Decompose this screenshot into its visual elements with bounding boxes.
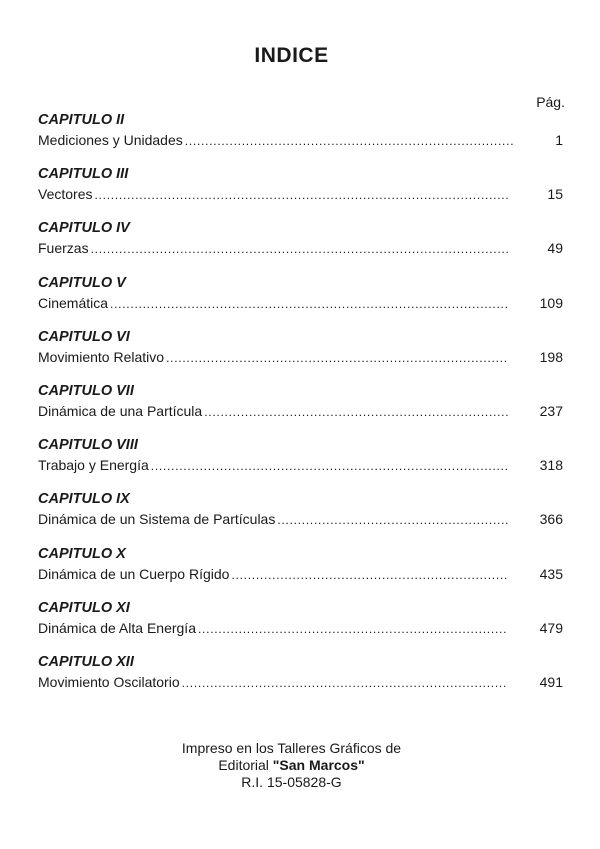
page-title: INDICE — [254, 44, 329, 67]
page-number: 237 — [539, 403, 563, 419]
footer-line-1: Impreso en los Talleres Gráficos de — [181, 740, 402, 756]
chapter-title: Cinemática — [38, 295, 109, 311]
chapter-heading: CAPITULO V — [38, 275, 126, 291]
chapter-title: Movimiento Relativo — [38, 349, 165, 365]
chapter-title: Dinámica de Alta Energía — [38, 620, 196, 636]
index-entry — [38, 599, 563, 637]
index-entry — [38, 328, 563, 366]
page-number: 49 — [547, 240, 563, 256]
chapter-title: Dinámica de un Sistema de Partículas — [38, 511, 276, 527]
chapter-row — [38, 185, 563, 203]
dot-leader — [275, 510, 509, 529]
page-number: 1 — [555, 132, 563, 148]
dot-leader — [164, 348, 510, 367]
footer-line-2-prefix: Editorial — [218, 757, 273, 773]
chapter-row — [38, 619, 563, 637]
chapter-row — [38, 510, 563, 528]
chapter-heading: CAPITULO VII — [38, 383, 134, 399]
chapter-title: Trabajo y Energía — [38, 457, 149, 473]
page-column-header: Pág. — [536, 94, 565, 110]
index-entry — [38, 653, 563, 691]
chapter-heading: CAPITULO VI — [38, 329, 130, 345]
footer-line-2 — [0, 757, 583, 774]
chapter-heading: CAPITULO X — [38, 546, 126, 562]
page-number: 109 — [539, 295, 563, 311]
dot-leader — [89, 239, 511, 258]
chapter-title: Movimiento Oscilatorio — [38, 674, 180, 690]
publisher-name: "San Marcos" — [272, 757, 365, 773]
chapter-heading: CAPITULO IV — [38, 220, 130, 236]
printer-footer — [0, 740, 583, 791]
page-number: 318 — [539, 457, 563, 473]
index-entry — [38, 165, 563, 203]
index-entry — [38, 436, 563, 474]
chapter-heading: CAPITULO II — [38, 112, 125, 128]
chapter-heading: CAPITULO IX — [38, 491, 130, 507]
dot-leader — [196, 619, 510, 638]
dot-leader — [229, 565, 509, 584]
chapter-row — [38, 239, 563, 257]
page-number: 491 — [539, 674, 563, 690]
footer-line-3: R.I. 15-05828-G — [241, 774, 342, 790]
chapter-title: Dinámica de una Partícula — [38, 403, 203, 419]
chapter-row — [38, 456, 563, 474]
index-entry — [38, 382, 563, 420]
chapter-title: Vectores — [38, 186, 93, 202]
page-number: 15 — [547, 186, 563, 202]
dot-leader — [180, 673, 510, 692]
index-entry — [38, 111, 563, 149]
chapter-row — [38, 402, 563, 420]
chapter-row — [38, 131, 563, 149]
dot-leader — [108, 294, 510, 313]
chapter-row — [38, 565, 563, 583]
chapter-row — [38, 348, 563, 366]
chapter-row — [38, 673, 563, 691]
index-entry — [38, 545, 563, 583]
chapter-title: Dinámica de un Cuerpo Rígido — [38, 566, 230, 582]
index-entry — [38, 274, 563, 312]
chapter-title: Fuerzas — [38, 240, 89, 256]
dot-leader — [92, 185, 510, 204]
dot-leader — [183, 131, 516, 150]
dot-leader — [202, 402, 509, 421]
page-number: 435 — [539, 566, 563, 582]
chapter-heading: CAPITULO XI — [38, 600, 130, 616]
index-entry — [38, 490, 563, 528]
index-entry — [38, 219, 563, 257]
chapter-heading: CAPITULO VIII — [38, 437, 138, 453]
chapter-title: Mediciones y Unidades — [38, 132, 183, 148]
dot-leader — [149, 456, 510, 475]
page-number: 198 — [539, 349, 563, 365]
page-number: 366 — [539, 511, 563, 527]
chapter-heading: CAPITULO III — [38, 166, 129, 182]
chapter-heading: CAPITULO XII — [38, 654, 134, 670]
chapter-row — [38, 294, 563, 312]
page-number: 479 — [539, 620, 563, 636]
